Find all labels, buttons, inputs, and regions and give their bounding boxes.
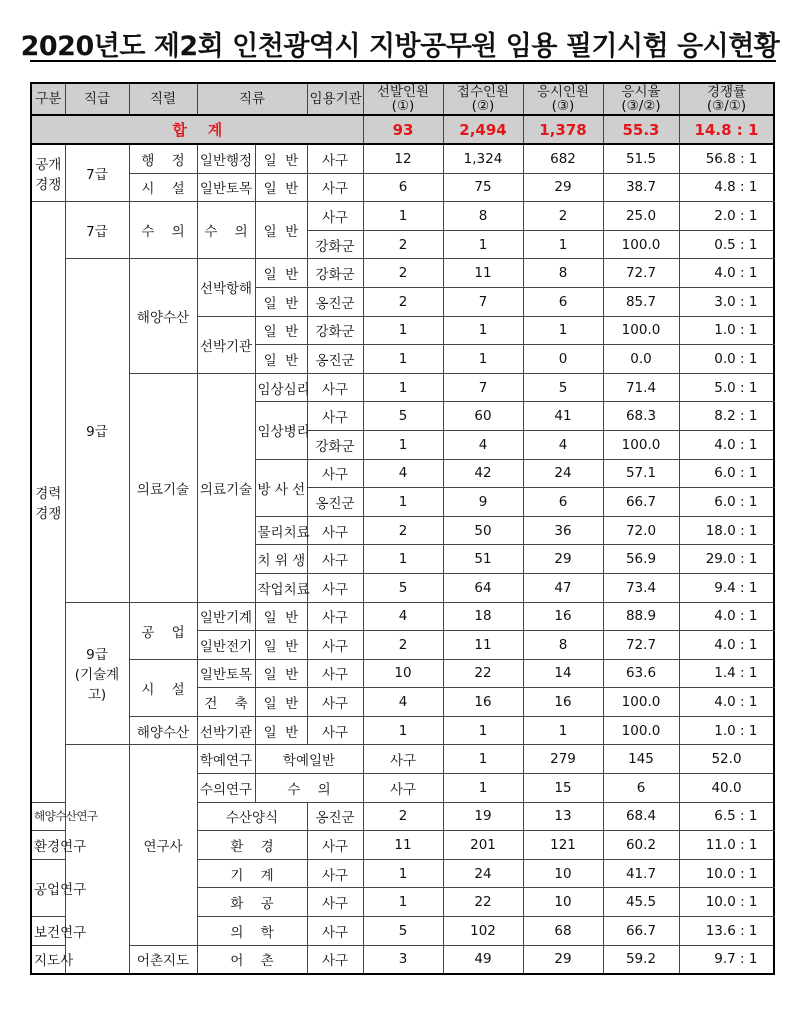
cell-rate: 45.5 — [603, 888, 679, 917]
header-jikgeup: 직급 — [65, 83, 129, 115]
cell-took: 6 — [603, 774, 679, 803]
cell-competition: 18.0 : 1 — [679, 516, 774, 545]
kind-imsang-simri: 임상심리 — [255, 373, 307, 402]
category-career: 경력 경쟁 — [31, 202, 65, 802]
series-suui-r: 수의연구 — [197, 774, 255, 803]
cell-selected: 1 — [363, 545, 443, 574]
kind-ilban: 일 반 — [255, 602, 307, 631]
header-selected — [363, 83, 443, 115]
cell-applied: 102 — [443, 917, 523, 946]
cell-rate: 66.7 — [603, 917, 679, 946]
cell-rate: 51.5 — [603, 144, 679, 173]
kind-uihak: 의 학 — [197, 917, 307, 946]
cell-selected: 3 — [363, 945, 443, 974]
cell-took: 29 — [523, 173, 603, 202]
total-selected: 93 — [363, 115, 443, 144]
header-selected-label: 선발인원 — [376, 84, 430, 100]
header-competition-label: 경쟁률 — [706, 84, 747, 100]
cell-agency: 사구 — [307, 545, 363, 574]
cell-agency: 옹진군 — [307, 802, 363, 831]
cell-rate: 72.7 — [603, 631, 679, 660]
cell-agency: 사구 — [307, 945, 363, 974]
kind-chiwi: 치 위 생 — [255, 545, 307, 574]
cell-applied: 19 — [443, 802, 523, 831]
cell-agency: 사구 — [307, 659, 363, 688]
cell-took: 5 — [523, 373, 603, 402]
cell-selected: 2 — [363, 259, 443, 288]
kind-ilban-haengjeong: 일반행정 — [197, 144, 255, 173]
cell-selected: 1 — [363, 859, 443, 888]
cell-agency: 사구 — [307, 373, 363, 402]
cell-took: 29 — [523, 945, 603, 974]
header-applied — [443, 83, 523, 115]
cell-selected: 1 — [363, 488, 443, 517]
kind-ilban: 일 반 — [255, 345, 307, 374]
header-jikryeol: 직렬 — [129, 83, 197, 115]
kind-medical: 의료기술 — [197, 373, 255, 602]
total-applied: 2,494 — [443, 115, 523, 144]
cell-agency: 사구 — [307, 831, 363, 860]
total-label — [31, 115, 363, 144]
series-haeyang-r: 해양수산연구 — [31, 802, 65, 831]
cell-competition: 6.0 : 1 — [679, 459, 774, 488]
header-rate-label: 응시율 — [621, 84, 661, 100]
series-medical: 의료기술 — [129, 373, 197, 602]
cell-rate: 52.0 — [679, 745, 774, 774]
cell-competition: 4.0 : 1 — [679, 602, 774, 631]
cell-applied: 9 — [443, 488, 523, 517]
cell-competition: 4.8 : 1 — [679, 173, 774, 202]
kind-ilban: 일 반 — [255, 287, 307, 316]
cell-agency: 사구 — [363, 774, 443, 803]
cell-applied: 4 — [443, 430, 523, 459]
kind-ilban: 일 반 — [255, 144, 307, 173]
cell-agency: 사구 — [307, 631, 363, 660]
cell-applied: 42 — [443, 459, 523, 488]
cell-took: 6 — [523, 287, 603, 316]
cell-applied: 1,324 — [443, 144, 523, 173]
header-competition-ref: (③/①) — [706, 98, 747, 114]
cell-competition: 5.0 : 1 — [679, 373, 774, 402]
cell-applied: 64 — [443, 573, 523, 602]
series-health-r: 보건연구 — [31, 917, 65, 946]
cell-competition: 10.0 : 1 — [679, 859, 774, 888]
cell-agency: 사구 — [363, 745, 443, 774]
cell-agency: 사구 — [307, 144, 363, 173]
grade-7-career: 7급 — [65, 202, 129, 259]
kind-suui-r: 수 의 — [255, 774, 363, 803]
table-row — [31, 373, 774, 402]
series-haengjeong: 행 정 — [129, 144, 197, 173]
cell-agency: 사구 — [307, 202, 363, 231]
header-rate — [603, 83, 679, 115]
exam-status-table — [30, 82, 775, 975]
cell-took: 145 — [603, 745, 679, 774]
cell-agency: 사구 — [307, 516, 363, 545]
cell-competition: 4.0 : 1 — [679, 688, 774, 717]
series-gongeop: 공 업 — [129, 602, 197, 659]
cell-competition: 1.4 : 1 — [679, 659, 774, 688]
header-selected-ref: (①) — [391, 98, 415, 114]
cell-selected: 2 — [363, 287, 443, 316]
cell-selected: 5 — [363, 573, 443, 602]
cell-rate: 59.2 — [603, 945, 679, 974]
cell-rate: 68.4 — [603, 802, 679, 831]
cell-agency: 사구 — [307, 888, 363, 917]
cell-competition: 10.0 : 1 — [679, 888, 774, 917]
cell-rate: 56.9 — [603, 545, 679, 574]
kind-ilban: 일 반 — [255, 659, 307, 688]
cell-rate: 72.0 — [603, 516, 679, 545]
table-row — [31, 659, 774, 688]
cell-competition: 3.0 : 1 — [679, 287, 774, 316]
cell-took: 6 — [523, 488, 603, 517]
series-suui: 수 의 — [129, 202, 197, 259]
cell-agency: 사구 — [307, 602, 363, 631]
cell-applied: 7 — [443, 373, 523, 402]
cell-took: 14 — [523, 659, 603, 688]
cell-agency: 옹진군 — [307, 287, 363, 316]
cell-applied: 24 — [443, 859, 523, 888]
header-applied-ref: (②) — [471, 98, 495, 114]
series-gongeop-r: 공업연구 — [31, 859, 65, 916]
cell-agency: 사구 — [307, 173, 363, 202]
cell-competition: 4.0 : 1 — [679, 631, 774, 660]
cell-applied: 49 — [443, 945, 523, 974]
grade-9-career: 9급 — [65, 259, 129, 602]
cell-selected: 2 — [363, 802, 443, 831]
cell-agency: 강화군 — [307, 259, 363, 288]
cell-competition: 13.6 : 1 — [679, 917, 774, 946]
cell-applied: 11 — [443, 259, 523, 288]
header-took-ref: (③) — [551, 98, 575, 114]
cell-agency: 사구 — [307, 459, 363, 488]
cell-took: 1 — [523, 316, 603, 345]
cell-rate: 60.2 — [603, 831, 679, 860]
cell-selected: 11 — [363, 831, 443, 860]
cell-agency: 사구 — [307, 859, 363, 888]
cell-rate: 100.0 — [603, 716, 679, 745]
series-hakye-r: 학예연구 — [197, 745, 255, 774]
cell-agency: 강화군 — [307, 230, 363, 259]
kind-ilban: 일 반 — [255, 259, 307, 288]
kind-ilban-gigye: 일반기계 — [197, 602, 255, 631]
kind-ilban-tomok-tech: 일반토목 — [197, 659, 255, 688]
cell-took: 1 — [523, 716, 603, 745]
header-took-label: 응시인원 — [536, 84, 590, 100]
cell-took: 16 — [523, 688, 603, 717]
cell-agency: 사구 — [307, 688, 363, 717]
cell-applied: 8 — [443, 202, 523, 231]
cell-rate: 100.0 — [603, 230, 679, 259]
header-competition — [679, 83, 774, 115]
cell-rate: 57.1 — [603, 459, 679, 488]
cell-rate: 100.0 — [603, 688, 679, 717]
kind-seonbak-gigwan-tech: 선박기관 — [197, 716, 255, 745]
cell-selected: 1 — [363, 888, 443, 917]
kind-suui: 수 의 — [197, 202, 255, 259]
cell-rate: 71.4 — [603, 373, 679, 402]
header-gubun: 구분 — [31, 83, 65, 115]
series-farm-g: 어촌지도 — [129, 945, 197, 974]
header-agency: 임용기관 — [307, 83, 363, 115]
total-took: 1,378 — [523, 115, 603, 144]
cell-competition: 6.5 : 1 — [679, 802, 774, 831]
cell-applied: 1 — [443, 345, 523, 374]
cell-selected: 2 — [363, 631, 443, 660]
table-row — [31, 716, 774, 745]
cell-selected: 1 — [363, 345, 443, 374]
series-siseol: 시 설 — [129, 173, 197, 202]
header-applied-label: 접수인원 — [456, 84, 510, 100]
table-row — [31, 259, 774, 288]
kind-eochon: 어 촌 — [197, 945, 307, 974]
cell-selected: 1 — [443, 745, 523, 774]
cell-agency: 옹진군 — [307, 488, 363, 517]
detail-rows — [31, 144, 774, 974]
table-row — [31, 945, 774, 974]
table-row — [31, 173, 774, 202]
cell-applied: 15 — [523, 774, 603, 803]
kind-geonchuk: 건 축 — [197, 688, 255, 717]
kind-seonbak-gigwan: 선박기관 — [197, 316, 255, 373]
title-underline — [30, 60, 776, 62]
cell-took: 10 — [523, 888, 603, 917]
header-rate-ref: (③/②) — [621, 98, 661, 114]
cell-took: 2 — [523, 202, 603, 231]
cell-selected: 5 — [363, 402, 443, 431]
cell-took: 13 — [523, 802, 603, 831]
cell-took: 16 — [523, 602, 603, 631]
series-haeyang-tech: 해양수산 — [129, 716, 197, 745]
cell-rate: 68.3 — [603, 402, 679, 431]
cell-took: 29 — [523, 545, 603, 574]
cell-competition: 56.8 : 1 — [679, 144, 774, 173]
cell-applied: 51 — [443, 545, 523, 574]
cell-applied: 60 — [443, 402, 523, 431]
grade-7-open: 7급 — [65, 144, 129, 202]
cell-took: 0 — [523, 345, 603, 374]
cell-took: 8 — [523, 259, 603, 288]
series-siseol-tech: 시 설 — [129, 659, 197, 716]
cell-competition: 4.0 : 1 — [679, 259, 774, 288]
cell-applied: 22 — [443, 888, 523, 917]
cell-competition: 11.0 : 1 — [679, 831, 774, 860]
cell-competition: 6.0 : 1 — [679, 488, 774, 517]
cell-took: 68 — [523, 917, 603, 946]
kind-mulli: 물리치료 — [255, 516, 307, 545]
cell-selected: 6 — [363, 173, 443, 202]
cell-agency: 강화군 — [307, 430, 363, 459]
kind-hwangyeong: 환 경 — [197, 831, 307, 860]
kind-ilban-jeongi: 일반전기 — [197, 631, 255, 660]
category-open: 공개 경쟁 — [31, 144, 65, 202]
series-env-r: 환경연구 — [31, 831, 65, 860]
series-haeyang: 해양수산 — [129, 259, 197, 373]
cell-applied: 1 — [443, 316, 523, 345]
cell-took: 4 — [523, 430, 603, 459]
header-jikryu: 직류 — [197, 83, 307, 115]
kind-ilban-tomok: 일반토목 — [197, 173, 255, 202]
cell-rate: 85.7 — [603, 287, 679, 316]
cell-rate: 66.7 — [603, 488, 679, 517]
grade-researcher: 연구사 — [129, 745, 197, 945]
kind-jageop: 작업치료 — [255, 573, 307, 602]
cell-rate: 41.7 — [603, 859, 679, 888]
cell-selected: 1 — [363, 316, 443, 345]
cell-rate: 40.0 — [679, 774, 774, 803]
cell-competition: 1.0 : 1 — [679, 316, 774, 345]
cell-rate: 25.0 — [603, 202, 679, 231]
cell-applied: 18 — [443, 602, 523, 631]
cell-rate: 88.9 — [603, 602, 679, 631]
cell-took: 1 — [523, 230, 603, 259]
cell-competition: 0.5 : 1 — [679, 230, 774, 259]
total-row — [31, 115, 774, 144]
cell-applied: 50 — [443, 516, 523, 545]
cell-took: 121 — [523, 831, 603, 860]
kind-imsang-byeongri: 임상병리 — [255, 402, 307, 459]
table-row — [31, 202, 774, 231]
cell-applied: 16 — [443, 688, 523, 717]
cell-applied: 75 — [443, 173, 523, 202]
cell-selected: 12 — [363, 144, 443, 173]
cell-applied: 1 — [443, 716, 523, 745]
cell-took: 682 — [523, 144, 603, 173]
kind-seonbak-hanghae: 선박항해 — [197, 259, 255, 316]
cell-rate: 100.0 — [603, 316, 679, 345]
cell-selected: 1 — [443, 774, 523, 803]
cell-agency: 사구 — [307, 917, 363, 946]
cell-took: 8 — [523, 631, 603, 660]
cell-selected: 1 — [363, 716, 443, 745]
cell-selected: 1 — [363, 430, 443, 459]
cell-selected: 1 — [363, 373, 443, 402]
total-competition: 14.8 : 1 — [679, 115, 774, 144]
cell-took: 10 — [523, 859, 603, 888]
cell-rate: 73.4 — [603, 573, 679, 602]
cell-competition: 2.0 : 1 — [679, 202, 774, 231]
cell-agency: 사구 — [307, 402, 363, 431]
cell-competition: 9.4 : 1 — [679, 573, 774, 602]
cell-selected: 1 — [363, 202, 443, 231]
kind-hakye-ilban: 학예일반 — [255, 745, 363, 774]
kind-ilban: 일 반 — [255, 688, 307, 717]
cell-selected: 10 — [363, 659, 443, 688]
header-took — [523, 83, 603, 115]
cell-applied: 22 — [443, 659, 523, 688]
cell-took: 47 — [523, 573, 603, 602]
cell-rate: 100.0 — [603, 430, 679, 459]
cell-applied: 7 — [443, 287, 523, 316]
cell-rate: 0.0 — [603, 345, 679, 374]
cell-applied: 279 — [523, 745, 603, 774]
cell-competition: 0.0 : 1 — [679, 345, 774, 374]
table-row — [31, 602, 774, 631]
cell-applied: 201 — [443, 831, 523, 860]
cell-selected: 4 — [363, 688, 443, 717]
table-row — [31, 144, 774, 173]
cell-selected: 2 — [363, 516, 443, 545]
kind-gigye: 기 계 — [197, 859, 307, 888]
cell-agency: 사구 — [307, 573, 363, 602]
cell-selected: 5 — [363, 917, 443, 946]
grade-instructor: 지도사 — [31, 945, 65, 974]
total-rate: 55.3 — [603, 115, 679, 144]
cell-applied: 11 — [443, 631, 523, 660]
cell-took: 41 — [523, 402, 603, 431]
kind-bangsaseon: 방 사 선 — [255, 459, 307, 516]
cell-competition: 9.7 : 1 — [679, 945, 774, 974]
kind-ilban: 일 반 — [255, 202, 307, 259]
cell-agency: 사구 — [307, 716, 363, 745]
cell-competition: 1.0 : 1 — [679, 716, 774, 745]
kind-hwagong: 화 공 — [197, 888, 307, 917]
cell-competition: 8.2 : 1 — [679, 402, 774, 431]
cell-rate: 72.7 — [603, 259, 679, 288]
cell-rate: 63.6 — [603, 659, 679, 688]
cell-agency: 강화군 — [307, 316, 363, 345]
cell-took: 24 — [523, 459, 603, 488]
grade-9-tech: 9급 (기술계고) — [65, 602, 129, 745]
kind-susan-yangsik: 수산양식 — [197, 802, 307, 831]
cell-selected: 4 — [363, 459, 443, 488]
kind-ilban: 일 반 — [255, 716, 307, 745]
kind-ilban: 일 반 — [255, 631, 307, 660]
cell-selected: 2 — [363, 230, 443, 259]
kind-ilban: 일 반 — [255, 173, 307, 202]
kind-ilban: 일 반 — [255, 316, 307, 345]
table-row — [31, 745, 774, 774]
cell-agency: 옹진군 — [307, 345, 363, 374]
cell-applied: 1 — [443, 230, 523, 259]
cell-competition: 4.0 : 1 — [679, 430, 774, 459]
cell-competition: 29.0 : 1 — [679, 545, 774, 574]
cell-took: 36 — [523, 516, 603, 545]
cell-rate: 38.7 — [603, 173, 679, 202]
page-title: 2020년도 제2회 인천광역시 지방공무원 임용 필기시험 응시현황 — [20, 31, 780, 62]
total-label-text: 합 계 — [172, 121, 223, 139]
cell-selected: 4 — [363, 602, 443, 631]
